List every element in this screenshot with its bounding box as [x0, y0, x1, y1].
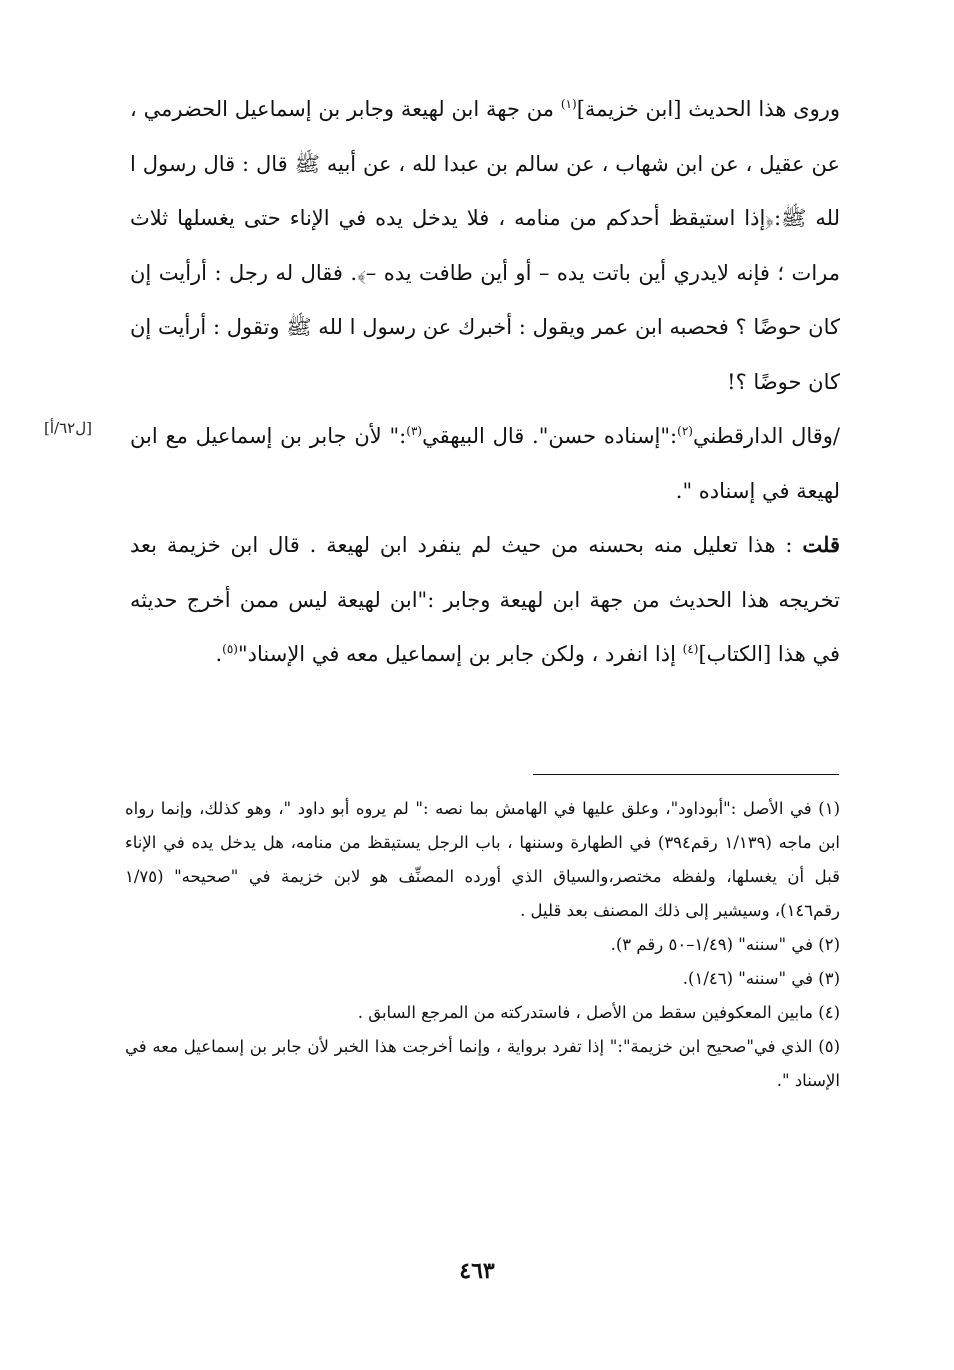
qult-label: قلت [802, 532, 840, 557]
footnote-text: في الأصل :"أبوداود"، وعلق عليها في الهامش بما نصه :" لم يروه أبو داود "، وهو كذلك، وإنما رواه ابن ماجه (١/١٣٩ رقم٣٩٤) في الطهارة وسننها ، باب الرجل يستيقظ من منامه، هل يدخل يده في الإناء قبل أن يغسلها، ولفظه مختصر،والسياق الذي أورده المصنِّف هو لابن خزيمة في "صحيحه" (١/٧٥ رقم١٤٦)، وسيشير إلى ذلك المصنف بعد قليل . [125, 799, 840, 920]
footnote-number: (٣) [818, 969, 840, 988]
footnote-number: (٥) [818, 1037, 840, 1056]
paragraph-1 [130, 82, 840, 409]
footnote-marker-1: (١) [560, 97, 577, 111]
footnote-number: (٢) [818, 935, 840, 954]
footnotes [125, 792, 840, 1098]
footnote-text: مابين المعكوفين سقط من الأصل ، فاستدركته من المرجع السابق . [357, 1003, 819, 1022]
text-run: :"إسناده حسن". قال البيهقي [422, 424, 678, 448]
footnote-5 [125, 1030, 840, 1098]
footnote-1 [125, 792, 840, 928]
footnote-separator [533, 774, 839, 775]
footnote-3 [125, 962, 840, 996]
footnote-2 [125, 928, 840, 962]
paragraph-2 [130, 409, 840, 518]
text-run: إذا انفرد ، ولكن جابر بن إسماعيل معه في الإسناد" [237, 642, 683, 666]
footnote-number: (٤) [818, 1003, 840, 1022]
main-text [130, 82, 840, 682]
footnote-marker-3: (٣) [406, 424, 423, 438]
footnote-marker-4: (٤) [682, 642, 699, 656]
text-run: /وقال الدارقطني [692, 424, 840, 448]
footnote-marker-2: (٢) [677, 424, 693, 438]
text-run: . [215, 642, 223, 666]
text-run: : هذا تعليل منه بحسنه من حيث لم ينفرد ابن لهيعة . قال ابن خزيمة بعد تخريجه هذا الحديث من جهة ابن لهيعة وجابر :"ابن لهيعة ليس ممن أخرج حديثه في هذا [الكتاب] [130, 533, 840, 666]
footnote-text: في "سننه" (١/٤٩–٥٠ رقم ٣). [610, 935, 819, 954]
footnote-marker-5: (٥) [222, 642, 238, 656]
footnote-4 [125, 996, 840, 1030]
footnote-text: في "سننه" (١/٤٦). [682, 969, 819, 988]
paragraph-3 [130, 518, 840, 682]
footnote-text: الذي في"صحيح ابن خزيمة":" إذا تفرد برواية ، وإنما أخرجت هذا الخبر لأن جابر بن إسماعيل معه في الإسناد ". [125, 1037, 840, 1090]
footnote-number: (١) [818, 799, 840, 818]
text-run: من جهة ابن لهيعة وجابر بن إسماعيل الحضرمي ، عن عقيل ، عن ابن شهاب ، عن سالم بن عبدا لله ، عن أبيه ﷺ قال : قال رسول ا لله ﷺ:﴿إذا استيقظ أحدكم من منامه ، فلا يدخل يده في الإناء حتى يغسلها ثلاث مرات ؛ فإنه لايدري أين باتت يده – أو أين طافت يده –﴾. فقال له رجل : أرأيت إن كان حوضًا ؟ فحصبه ابن عمر ويقول : أخبرك عن رسول ا لله ﷺ وتقول : أرأيت إن كان حوضًا ؟! [130, 97, 840, 394]
text-run: :" لأن جابر بن إسماعيل مع ابن لهيعة في إسناده ". [130, 424, 840, 503]
text-run: وروى هذا الحديث [ابن خزيمة] [576, 97, 840, 121]
page-number: ٤٦٣ [459, 1258, 495, 1284]
manuscript-folio-ref: [ل٦٢/أ] [44, 419, 92, 437]
